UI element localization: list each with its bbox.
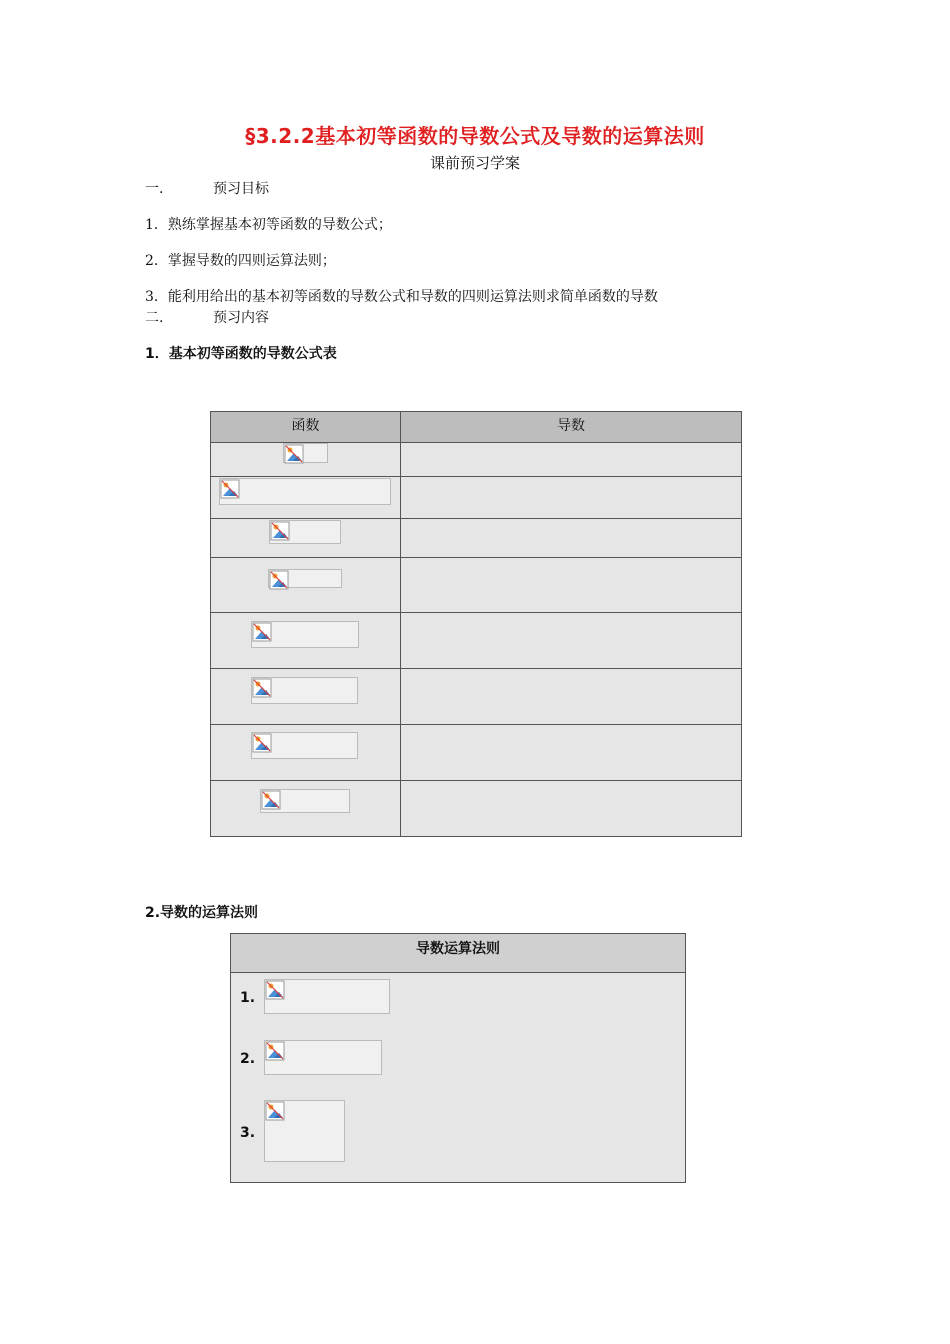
- row-divider: [211, 724, 741, 725]
- row-divider: [211, 668, 741, 669]
- section-one-number: 一.: [145, 181, 164, 197]
- table-header-row: [211, 412, 741, 443]
- document-title: §3.2.2基本初等函数的导数公式及导数的运算法则: [245, 124, 705, 148]
- part-one-heading: 1．基本初等函数的导数公式表: [145, 346, 337, 362]
- broken-image-icon: [251, 732, 358, 759]
- rule-number-1: 1.: [240, 990, 256, 1006]
- part-two-heading: 2.导数的运算法则: [145, 905, 259, 921]
- broken-image-icon: [264, 979, 390, 1014]
- row-divider: [211, 612, 741, 613]
- broken-image-icon: [251, 677, 358, 704]
- broken-image-icon: [251, 621, 359, 648]
- row-divider: [211, 780, 741, 781]
- broken-image-icon: [264, 1040, 382, 1075]
- table-header-row: [231, 934, 685, 973]
- row-divider: [211, 518, 741, 519]
- goal-item-3: 3．能利用给出的基本初等函数的导数公式和导数的四则运算法则求简单函数的导数: [145, 289, 658, 305]
- broken-image-icon: [283, 443, 328, 463]
- section-two-heading: [145, 307, 269, 327]
- rule-number-3: 3.: [240, 1125, 256, 1141]
- section-two-number: 二.: [145, 310, 164, 326]
- section-one-heading: [145, 178, 269, 198]
- row-divider: [211, 557, 741, 558]
- broken-image-icon: [268, 569, 342, 588]
- column-header-derivative: 导数: [557, 418, 585, 434]
- rule-number-2: 2.: [240, 1051, 256, 1067]
- derivative-rules-table: [230, 933, 686, 1183]
- section-two-label: 预习内容: [213, 310, 269, 326]
- derivative-formula-table: [210, 411, 742, 837]
- section-one-label: 预习目标: [213, 181, 269, 197]
- broken-image-icon: [269, 520, 341, 544]
- goal-item-2: 2．掌握导数的四则运算法则；: [145, 253, 336, 269]
- broken-image-icon: [260, 789, 350, 813]
- broken-image-icon: [264, 1100, 345, 1162]
- column-header-function: 函数: [291, 418, 320, 434]
- document-subtitle: 课前预习学案: [429, 154, 520, 172]
- rules-table-header: 导数运算法则: [416, 941, 500, 957]
- goal-item-1: 1．熟练掌握基本初等函数的导数公式；: [145, 217, 392, 233]
- row-divider: [211, 476, 741, 477]
- broken-image-icon: [219, 478, 391, 505]
